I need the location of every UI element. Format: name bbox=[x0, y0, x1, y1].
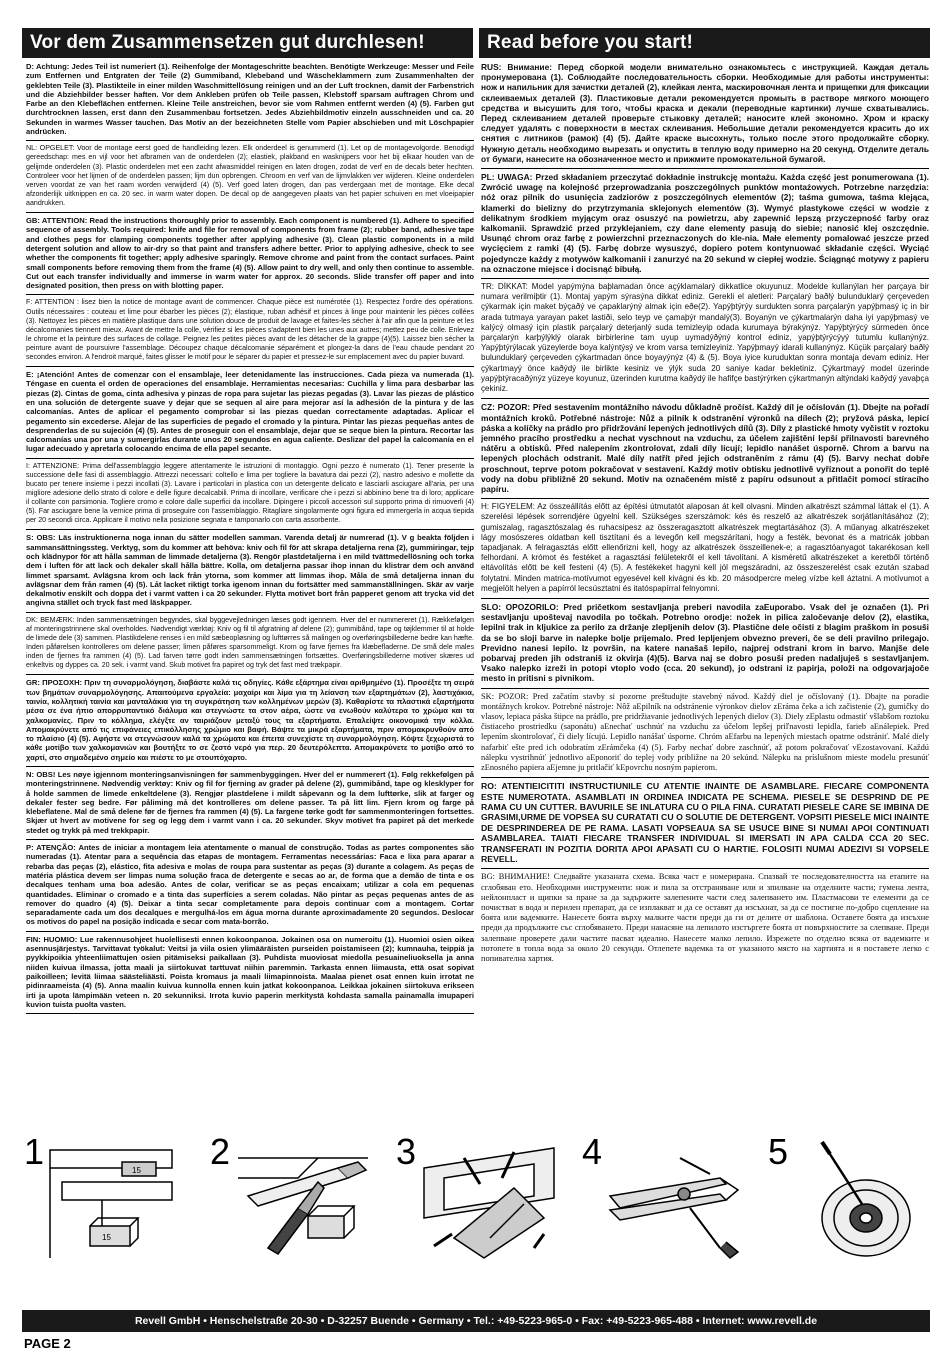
right-language-paragraph: TR: DİKKAT: Model yapýmýna baþlamadan önce açýklamalarý dikkatlice okuyunuz. Modelde kullanýlan her parçaya bir numara verilmiþtir (1). Montaj yapým sýrasýna dikkat ediniz. Gerekli el aletleri: Parçalarý baðlý bulunduklarý çerçeveden çýkarmak için maket býçaðý ve çapaklarýný almak için eðe(2). Yapýþtýrýy surdukten sonra parçalarýn yapýþmasý iç in bir arada tutmaya yarayan paket lastiði, selo teyp ve çamaþýr mandalý(3). Boyanýn ve çýkartmalarýn daha iyi yapýþmasý ve kalýcý olmasý için plastik parçalarý deterjanlý suda temizleyip odada kurumaya býrakýnýz. Yapýþtýrýcý sürmeden önce parçalarýn karþýlýklý olarak birbirlerine tam uyup uymadýðýný kontrol ediniz, yapýþtýrýcýyý tutumlu kullanýnýz. Yapýþtýrýlacak yüzeylerde boya kalýntýsý ve krom varsa temizleyiniz. Yapýþmayý idarali kullanýnýz. Küçük parçalarý baðlý bulunduklarý çerçeveden çýkartmadan önce boyayýnýz (4) & (5). Boya iyice kuruduktan sonra montaja devam ediniz. Her çýkartmayý önce kaðýdý ile birlikte kesiniz ve ýlýk suda 20 saniye kadar bekletiniz. Çýkartmayý model üzerinde yapýþtýracaðýnýz yüzeye koyunuz, üzerinden kurutma kaðýdý ile hafifçe bastýrýrken çýkartmanýn altýndaki kaðýdý yavaþça çekiniz. bbox=[481, 282, 929, 399]
left-title-banner: Vor dem Zusammensetzen gut durchlesen! bbox=[22, 28, 473, 58]
left-language-paragraph: GR: ΠΡΟΣΟΧΗ: Πριν τη συναρμολόγηση, διαβάστε καλά τις οδηγίες. Κάθε εξάρτημα είναι αριθμημένο (1). Προσέξτε τη σειρά των βημάτων συναρμολόγησης. Απαιτούμενα εργαλεία: μαχαίρι και λίμα για τη λείανση των εξαρτημάτων (2), λαστιχάκια, ταινία, κολλητική ταινία και μανταλάκια για τη συγκράτηση των κολλημένων μερών (3). Καθαρίστε τα πλαστικά εξαρτήματα μέσα σε ένα ήπιο απορρυπαντικό διάλυμα και στεγνώστε τα στον αέρα, ώστε να ενωθούν καλύτερα το χρώμα και τα χαλκομανίες. Πριν το κόλλημα, ελέγξτε αν ταιριάζουν μεταξύ τους τα εξαρτήματα. Επαλείψτε οικονομικά την κόλλα. Απομακρύνετε από τις επιφάνειες επικόλλησης χρώμιο και βαφή. Βάψτε τα μικρά εξαρτήματα, πριν απομακρυνθούν από το πλαίσιο (4) (5). Αφήστε να στεγνώσουν καλά τα χρώματα και έπειτα συνεχίστε τη συναρμολόγηση. Κόψτε ξεχωριστά το κάθε μοτίβο των χαλκομανιών και βουτήξτε το σε ζεστό νερό για περ. 20 δευτερόλεπτα. Απομακρύνετε το μοτίβο από το χαρτί, στο σημαδεμένο σημείο και πιέστε το με στουπόχαρτο. bbox=[26, 678, 474, 767]
left-language-paragraph: GB: ATTENTION: Read the instructions thoroughly prior to assembly. Each component is numbered (1). Adhere to specified sequence of assembly. Tools required: knife and file for removal of components from frame (2); rubber band, adhesive tape and clothes pegs for clamping components together after applying adhesive (3). Clean plastic components in a mild detergent solution and allow to air-dry so that paint and transfers adhere better. Prior to applying adhesive, check to see whether the components fit together; apply adhesive sparingly. Remove chrome and paint from the contact surfaces. Paint small components before removing them from the frame (4) (5). Allow paint to dry well, and only then continue to assemble. Cut out each transfer individually and immerse in warm water for approx. 20 seconds. Slide transfer off paper and into designated position, then press on with blotting paper. bbox=[26, 216, 474, 295]
right-language-paragraph: RUS: Внимание: Перед сборкой модели внимательно ознакомьтесь с инструкцией. Каждая деталь пронумерована (1). Соблюдайте последовательность сборки. Необходимые для работы инструменты: нож и напильник для зачистки деталей (2), клейкая лента, маскировочная лента и прищепки для фиксации склеиваемых деталей (3). Пластиковые детали рекомендуется промыть в растворе мягкого моющего средства и высушить для того, чтобы краска и декали (переводные картинки) лучше схватывались. Перед склеиванием деталей проверьте стыковку деталей; наносите клей экономно. Хром и краску следует удалять с поверхности в местах склеивания. Небольшие детали рекомендуется красить до их снятия с литников (рамок) (4) (5). Дайте краске высохнуть, только после этого продолжайте сборку. Нужную деталь необходимо вырезать и опустить в теплую воду примерно на 20 секунд. Отделите деталь от бумаги, нанесите на обозначенное место и прижмите промокательной бумагой. bbox=[481, 62, 929, 169]
left-language-paragraph: F: ATTENTION : lisez bien la notice de montage avant de commencer. Chaque pièce est numérotée (1). Respectez l'ordre des opérations. Outils nécessaires : couteau et lime pour ébarber les pièces (2); élastique, ruban adhésif et pinces à linge pour maintenir les pièces collées (3). Nettoyez les pièces en matière plastique dans une solution douce de produit de lavage et faites-les sécher à l'air afin que la peinture et les décalcomanies tiennent mieux. Avant de mettre la colle, vérifiez si les pièces s'adaptent bien les unes aux autres; mettez peu de colle. Enlevez le chrome et la peinture des surfaces de collage. Peignez les petites pièces avant de les détacher de la grappe (4)(5). Laissez bien sécher la peinture avant de poursuivre l'assemblage. Découpez chaque décalcomanie séparément et plongez-la dans de l'eau chaude pendant 20 secondes environ. A l'endroit marqué, faites glisser le motif pour le séparer du papier et pressez-le sur emplacement avec du papier buvard. bbox=[26, 298, 474, 367]
left-language-paragraph: I: ATTENZIONE: Prima dell'assemblaggio leggere attentamente le istruzioni di montaggio. Ogni pezzo è numerato (1). Tener presente la successione delle fasi di assemblaggio. Attrezzi necessari: coltello e lima per togliere la bavatura dai pezzi (2), nastro adesivo e mollette da bucato per tenere insieme i pezzi incollati (3). Lavare i particolari in plastica con un detergente delicato e lasciarli asciugare all'aria, per una migliore adesione dello strato di colore e delle figure decalcabili. Prima di incollare, verificare che i pezzi si abbinino bene tra di loro; applicare il collante con parsimonia. Togliere cromo e colore dalle superfici da incollare. Dipingere i piccoli accessori sul supporto prima di rimuoverli (4) (5). Far asciugare bene la vernice prima di proseguire con l'assemblaggio. Ritagliare singolarmente ogni figura ed immergerla in acqua tiepida per 20 secondi circa. Applicare il motivo nella posizione segnata e tamponarlo con carta assorbente. bbox=[26, 462, 474, 531]
tweezers-and-brush-icon bbox=[580, 1138, 750, 1260]
left-language-paragraph: N: OBS! Les nøye igjennom monteringsanvisningen før sammenbyggingen. Hver del er nummerert (1). Følg rekkefølgen på monteringstrinnene. Nødvendig verktøy: Kniv og fil for fjerning av grader på delene (2), gummibånd, tape og klesklyper for å holde sammen de limede enkeltdelene (3). Rengjør plastdelene i mildt såpevann og la dem lufttørke, slik at farger og dekaler fester seg bedre. Før påliming må det kontrolleres om delene passer. Ta på litt lim. Fjern krom og farge på klebeflatene. Mal de små delene før de fjernes fra rammen (4) (5). La fargene tørke godt før sammenmonteringen fortsettes. Skjær ut hvert av motivene for seg og legg dem i varmt vann i ca. 20 sekunder. Skyv motivet fra papiret på det merkede stedet og trykk på med trekkpapir. bbox=[26, 770, 474, 840]
step-3-illustration bbox=[394, 1131, 564, 1260]
knife-and-file-icon bbox=[208, 1138, 378, 1260]
step-number: 4 bbox=[582, 1131, 603, 1172]
step-number: 3 bbox=[396, 1131, 417, 1172]
left-language-paragraph: E: ¡Atención! Antes de comenzar con el ensamblaje, leer detenidamente las instrucciones. Cada pieza va numerada (1). Téngase en cuenta el orden de operaciones del ensamblaje. Herramientas necesarias: Cuchilla y lima para desbarbar las piezas (2). Cintas de goma, cinta adhesiva y pinzas de ropa para sujetar las piezas pegadas (3). Lavar las piezas de plástico en una solución de detergente suave y dejar que se sequen al aire para mejorar así la adhesión de la pintura y de las calcomanías. Antes de aplicar el pegamento comprobar si las piezas quedan correctamente adaptadas. Aplicar el pegamento sin excederse. Alejar de las superficies de pegado el cromado y la pintura. Pintar las piezas pequeñas antes de desprenderlas de su sujeción (4) (5). Antes de proseguir con el ensamblaje, dejar que se seque bien la pintura. Recortar las calcomanías una por una y sumergirlas durante unos 20 segundos en agua caliente. Deslizar del papel la calcomanía en el lugar adecuado y apretarla colocando encima de ella papel secante. bbox=[26, 370, 474, 459]
step-1-illustration bbox=[22, 1131, 192, 1260]
left-language-paragraph: FIN: HUOMIO: Lue rakennusohjeet huolellisesti ennen kokoonpanoa. Jokainen osa on numeroitu (1). Huomioi osien oikea asennusjärjestys. Tarvittavat työkalut: Veitsi ja viila osien ylimääräisten purseiden poistamiseen (2); kumnauha, teippiä ja pyykkipoikia yhteenliimattujen osien pitämiseksi paikallaan (3). Puhdista muoviosat miedolla pesuaineliuoksella ja anna niiden kuivua ilmassa, jotta maali ja siirtokuvat tarttuvat niihin paremmin. Tarkasta ennen liimausta, että osat sopivat paikoilleen; levitä liimaa säästeliäästi. Poista kromaus ja maali liimapinnoista. Maalaa pienet osat ennen kuin irrotat ne pidinraameista (4) (5). Anna maalin kuivua kunnolla ennen kuin jatkat kokoonpanoa. Leikkaa jokainen siirtokuva erikseen irti ja upota lämpimään veteen n. 20 sekunniksi. Irrota kuvio paperin merkitystä kohdasta samalla painamalla imupaperi kuvion tuista puolta vasten. bbox=[26, 935, 474, 1014]
right-language-paragraph: RO: ATENTIEICITITI INSTRUCTIUNILE CU ATENTIE INAINTE DE ASAMBLARE. FIECARE COMPONENTA ESTE NUMEROTATA. ASAMBLATI IN ORDINEA INDICATA PE SCHEMA. PIESELE SE DESPRIND DE PE RAMA CU UN CUTTER. BAVURILE SE INLATURA CU O PILA FINA. CURATATI PIESELE CARE SE IMBINA DE GRASIMI,URME DE VOPSEA SU CURATATI CU O SOLUTIE DE DETERGENT. VOPSITI PIESELE MICI INAINTE DE DESPRINDEREA DE PE RAMA. LASATI VOPSEAUA SA SE USUCE BINE SI NUMAI APOI CONTINUATI ASAMBLAREA. TAIATI FIECARE TRANSFER INDIVIDUAL SI IMERSATI IN APA CALDA CCA 20 SEC. TRANSFERATI IN POZITIA DORITA APOI APASATI CU O HARTIE. FOLOSITI NUMAI ADEZIVI SI VOPSELE REVELL. bbox=[481, 781, 929, 869]
left-instructions-column bbox=[26, 62, 474, 1017]
right-instructions-column bbox=[481, 62, 929, 971]
left-language-paragraph: NL: OPGELET: Voor de montage eerst goed de handleiding lezen. Elk onderdeel is genummerd (1). Let op de montagevolgorde. Benodigd gereedschap: mes en vijl voor het afbramen van de onderdelen (2); elastiek, plakband en wasknijpers voor het bij elkaar houden van de gelijmde onderdelen (3). Plastic onderdelen met een zacht afwasmiddel reinigen en laten drogen, zodat de verf en de decals beter hechten. Controleer voor het lijmen of de onderdelen passen; lijm dun opbrengen. Chroom en verf van de lijmvlakken ver wijderen. Kleine onderdelen verven voordat ze van het raam worden verwijderd (4) (5). Verf goed laten drogen, dan pas verdergaan met de montage. Elke decal afzonderlijk uitknippen en ca. 20 sec. in warm water dopen. De decal op de aangegeven plaats van het papier schuiven en met vloeipapier aandrukken. bbox=[26, 144, 474, 213]
clamping-parts-icon bbox=[394, 1138, 564, 1260]
left-language-paragraph: D: Achtung: Jedes Teil ist numeriert (1). Reihenfolge der Montageschritte beachten. Benötigte Werkzeuge: Messer und Feile zum Entfernen und Entgraten der Teile (2) Gummiband, Klebeband und Wäscheklammern zum Zusammenhalten der geklebten Teile (3). Plastikteile in einer milden Waschmittellösung reinigen und an der Luft trocknen, damit der Farbenstrich und die Abziehbilder besser haften. Vor dem Ankleben prüfen ob Teile passen, Klebstoff sparsam auftragen Chrom und Farbe an den Klebeflächen entfernen. Kleine Teile anstreichen, bevor sie vom Rahmen entfernt werden (4) (5). Farben gut durchtrocknen lassen, erst dann den Zusammenbau fortsetzen. Jedes Abziehbildmotiv einzeln ausschneiden und ca. 20 Sekunden in warmes Wasser tauchen. Das Motiv an der bezeichneten Stelle vom Papier abschieben und mit Löschpapier andrücken. bbox=[26, 62, 474, 141]
page-number: PAGE 2 bbox=[24, 1336, 71, 1351]
assembly-steps-illustrations bbox=[22, 1131, 930, 1260]
right-title-banner: Read before you start! bbox=[479, 28, 930, 58]
step-4-illustration bbox=[580, 1131, 750, 1260]
parts-frame-icon bbox=[22, 1138, 192, 1260]
right-language-paragraph: CZ: POZOR: Před sestavením montážního návodu důkladně pročíst. Každý díl je očíslován (1). Dbejte na pořadí montážních kroků. Potřebné nástroje: Nůž a pilník k odstranění výronků na dílech (2); pryžová páska, lepicí páska a kolíčky na prádlo pro přidržování lepených jednotlivých dílů (3). Díly z plastické hmoty vyčistit v roztoku jemného pracího prostředku a nechat vyschnout na vzduchu, za účelem zajištění lepší přilnavosti barevného nátěru a obtisků. Před nalepením zkontrolovat, zdali díly lícují; lepidlo nanášet úsporně. Chrom a barvu na lepených plochách odstranit. Malé díly natřít před jejich odstraněním z rámu (4) (5). Barvy nechat dobře proschnout, teprve potom pokračovat v sestavení. Každý motiv obtisku jednotlivě vyříznout a ponořit do teplé vody na dobu přibližně 20 sekund. Motiv na označeném místě z papíru odsunout a přitlačit pomocí stíracího papíru. bbox=[481, 402, 929, 499]
left-language-paragraph: S: OBS: Läs instruktionerna noga innan du sätter modellen samman. Varenda detalj är numrerad (1). V g beakta följden i sammansättningssteg. Verktyg, som du kommer att behöva: kniv och fil för att skrapa detaljerna rena (2), gummiringar, tejp och klädnypor för att hålla samman de limmade detaljerna (3). Rengör plastdetaljerna i en mild tvättmedellösning och torka dem i luften för att lack och dekaler skall hålla bättre. Kolla, om detaljerna passar ihop innan du klistrar dem och använd limmet sparsamt. Avlägsna krom och lack från ytorna, som kommer att limmas ihop. Måla de små detaljerna innan du avlägsnar dem från ramen (4) (5). Låt lacket riktigt torka igenom innan du fortsätter med sammanställningen. Skär av varje dekalmotiv enskilt och doppa det i varmt vatten i ca 20 sekunder. Flytta motivet bort från papperet genom att trycka vid det angivna stället och tryck fast med läskpapper. bbox=[26, 533, 474, 612]
left-language-paragraph: P: ATENÇÃO: Antes de iniciar a montagem leia atentamente o manual de construção. Todas as partes componentes são numeradas (1). Atentar para a sequência das etapas de montagem. Ferramentas necessárias: Faca e lixa para aparar a rebarba das peças (2), elástico, fita adesiva e molas de roupa para sustentar as peças (3) durante a colagem. As peças de matéria plástica devem ser limpas numa solução fraca de detergente e secas ao ar, de forma que a demão de tinta e os decalques tenham uma boa adesão. Antes de colar, verificar se as peças encaixam; utilizar a cola em pequenas quantidades. Eliminar o cromado e a tinta das superfícies a serem coladas. Não pintar as peças pequenas antes de as remover do quadro (4) (5). Deixar a tinta secar completamente para depois continuar com a montagem. Cortar separadamente cada um dos decalques e mergulhá-los em água morna durante aproximadamente 20 segundos. Deslocar os motivos do papel na posição indicada e secar com mata-borrão. bbox=[26, 843, 474, 932]
step-5-illustration bbox=[766, 1131, 930, 1260]
step-number: 2 bbox=[210, 1131, 231, 1172]
left-language-paragraph: DK: BEMÆRK: Inden sammensætningen begyndes, skal byggevejledningen læses godt igennem. Hver del er nummereret (1). Rækkefølgen af monteringstrinnene skal overholdes. Nødvendigt værktøj: Kniv og fil til afgratning af delene (2); gummibånd, tape og tøjklemmer til at holde de limede dele (3) sammen. Plastikdelene renses i en mild sæbeopløsning og lufttørres så malingen og overføringsbillederne bedre kan hæfte. Inden påførelsen kontrolleres om delene passer; limen påføres sparsommeligt. Krom og farve fjernes fra klæbefladerne. De små dele males inden de fjernes fra rammen (4) (5). Lad farven tørre godt inden sammensætningen fortsættes. Overføringsbillederne motiver skæres ud enkeltvis og dyppes ca. 20 sek. i varmt vand. Skub motivet fra papiret og tryk det fast med trækpapir. bbox=[26, 616, 474, 676]
svg-text:15: 15 bbox=[132, 1166, 141, 1175]
right-language-paragraph: SK: POZOR: Pred začatím stavby si pozorne preštudujte stavebný návod. Každý diel je očíslovaný (1). Dbajte na poradie montážnych krokov. Potrebné nástroje: Nôž aEpilník na odstránenie výronkov dielov zEráma čeka a ich začistenie (2), gumičky do vlasov, lepiaca páska štipce na prádlo, pre pridržiavanie jednotlivých lepených dielov (3). Diely zEplastu odmastiť všlabšom roztoku čistiaceho prostriedku (saponátu) aEnechať uschnúť na vzduchu za účelom lepšej priľnavosti lepidla, farieb aEnálepiek. Pred lepením skontrolovať, či diely lícujú. Lepidlo nanášať úsporne. Chróm aEfarbu na lepených miestach opatrne odstrániť. Malé diely nafarbiť ešte pred ich odobratím zErámčeka (4) (5). Farby nechať dobre zaschnúť, až potom pokračovať vEzostavovaní. Každú nálepku vystrihnúť jednotlivo aEponoriť do teplej vody približne na 20 sekúnd. Nálepku na príslušnom mieste modelu presunúť zEnosného papiera aEjemne ju pritlačiť kEpovrchu nosným papierom. bbox=[481, 692, 929, 779]
step-number: 1 bbox=[24, 1131, 45, 1172]
decal-wheel-icon bbox=[766, 1138, 930, 1260]
svg-text:15: 15 bbox=[102, 1233, 111, 1242]
step-2-illustration bbox=[208, 1131, 378, 1260]
right-language-paragraph: H: FIGYELEM: Az összeállítás előtt az építési útmutatót alaposan át kell olvasni. Minden alkatrészt számmal láttak el (1). A szerelési lépések sorrendjére ügyelni kell. Szükséges szerszámok: kés és reszelő az alkatrészek sorjátlanításához (2); gumiszalag, ragasztószalag és ruhacsipesz az összeragasztott alkatrészek megtartásához (3). A műanyag alkatrészeket lágy mosószeres oldatban kell tisztítani és a levegőn kell megszárítani, hogy a festék, bevonat és a matricák jobban tapadjanak. A felragasztás előtt ellenőrizni kell, hogy az alkatrészek összeillenek-e; a ragasztóanyagot takarékosan kell felhordani. A krómot és festéket a ragasztási felületekről el kell távolítani. A kisméretű alkatrészeket a keretből történő eltávolítás előtt be kell festeni (4) (5). A festékeket hagyni kell jól megszáradni, az összeszerelést csak ezután szabad folytatni. Minden matrica-motívumot egyesével kell kivágni és kb. 20 másodpercre meleg vízbe kell áztatni. A motívumot a megjelölt helyen a papírról lecsúsztatni és itatóspapírral felnyomni. bbox=[481, 502, 929, 599]
company-footer-bar: Revell GmbH • Henschelstraße 20-30 • D-32257 Buende • Germany • Tel.: +49-5223-965-0 • Fax: +49-5223-965-488 • Internet: www.revell.de bbox=[22, 1310, 930, 1332]
right-language-paragraph: BG: ВНИМАНИЕ! Следвайте указаната схема. Всяка част е номерирана. Спазвай те последователността на етапите на сглобяван ето. Необходими инструменти: нож и пила за отстраняване или и зпилване на отделните части; гумена лента, нейлонпласт и щипки за пране за да задържите залепените части след залепването им. Пластмасови те елементи да се почистват в вода и перилен препарат, да се изплакват и да се оставят да изсъхнат, за да се постигне по-добро сцепление на боята или вадемките. Нанесете боята върху малките части преди да ги от делите от шаблона. Оставете боята да изсъхне преди да продължите със сглобяването. Преди нанасяне на лепилото изстъргете боята от повърхностите за слепване. Преди залепване проверете дали частите пасват идеално. Нанесете малко лепило. Изрежете по отделно всяка от вадемките и потопете в топла вода за около 20 секунди. Отлепете вадемка та от указаното място на хартията и я поставете легко с попивателна хартия. bbox=[481, 872, 929, 964]
step-number: 5 bbox=[768, 1131, 789, 1172]
right-language-paragraph: SLO: OPOZORILO: Pred pričetkom sestavljanja preberi navodila zaEuporabo. Vsak del je označen (1). Pri sestavljanju upoštevaj navodila po točkah. Potrebno orodje: nožek in pilica zaločevanje delov (2), elastika, lepilni trak in kljukice za perilo za držanje zlepljenih delov (3). Plastične dele očisti z blagim praškom in posuši da se bo sloji barve in nalepke bolje prijemalo. Pred lepljenjem obvezno preveri, če se deli pravilno prilegajo. Previdno nanesi lepilo. Iz površin, na katere nanašaš lepilo, najprej odstrani krom in barvo. Manjše dele pobarvaj preden jih odstraniš iz okvirja (4)(5). Barva naj se dobro posuši preden nadaljuješ s sestavljanjem. Vsako nalepko izreži in potopi vtoplo vodo (cca. 20 sekund), jo odstrani iz papirja, položi na odgovarjajoče mesto in pritisni s pivnikom. bbox=[481, 602, 929, 689]
right-language-paragraph: PL: UWAGA: Przed składaniem przeczytać dokładnie instrukcję montażu. Każda część jest ponumerowana (1). Zwrócić uwagę na kolejność przeprowadzania poszczególnych punktów montażowych. Potrzebne narzędzia: nóż oraz pilnik do usunięcia zadziorów z poszczególnych elementów (2); taśma gumowa, taśma klejąca, klamerki do bielizny do przytrzymania sklejonych elementów (3). Wymyć plastykowe części w wodzie z delikatnym środkiem myjącym oraz osuszyć na powietrzu, aby zapewnić lepszą przyczepność farby oraz kalkomanii. Sprawdzić przed przyklejaniem, czy dane elementy pasują do siebie; nanosić klej oszczędnie. Usunąć chrom oraz farbę z powierzchni przeznaczonych do kle-nia. Małe elementy pomalować jeszcze przed wycięciem z ramki (4) (5). Farbę dobrze wysuszyć, dopiero potem kontynuować składanie części. Wyciąć pojedyncze każdy z motywów kalkomanii i zanurzyć na 20 sekund w ciepłej wodzie. Ściągnąć motywy z papieru na oznaczone miejsce i docisnąć bibułą. bbox=[481, 172, 929, 279]
